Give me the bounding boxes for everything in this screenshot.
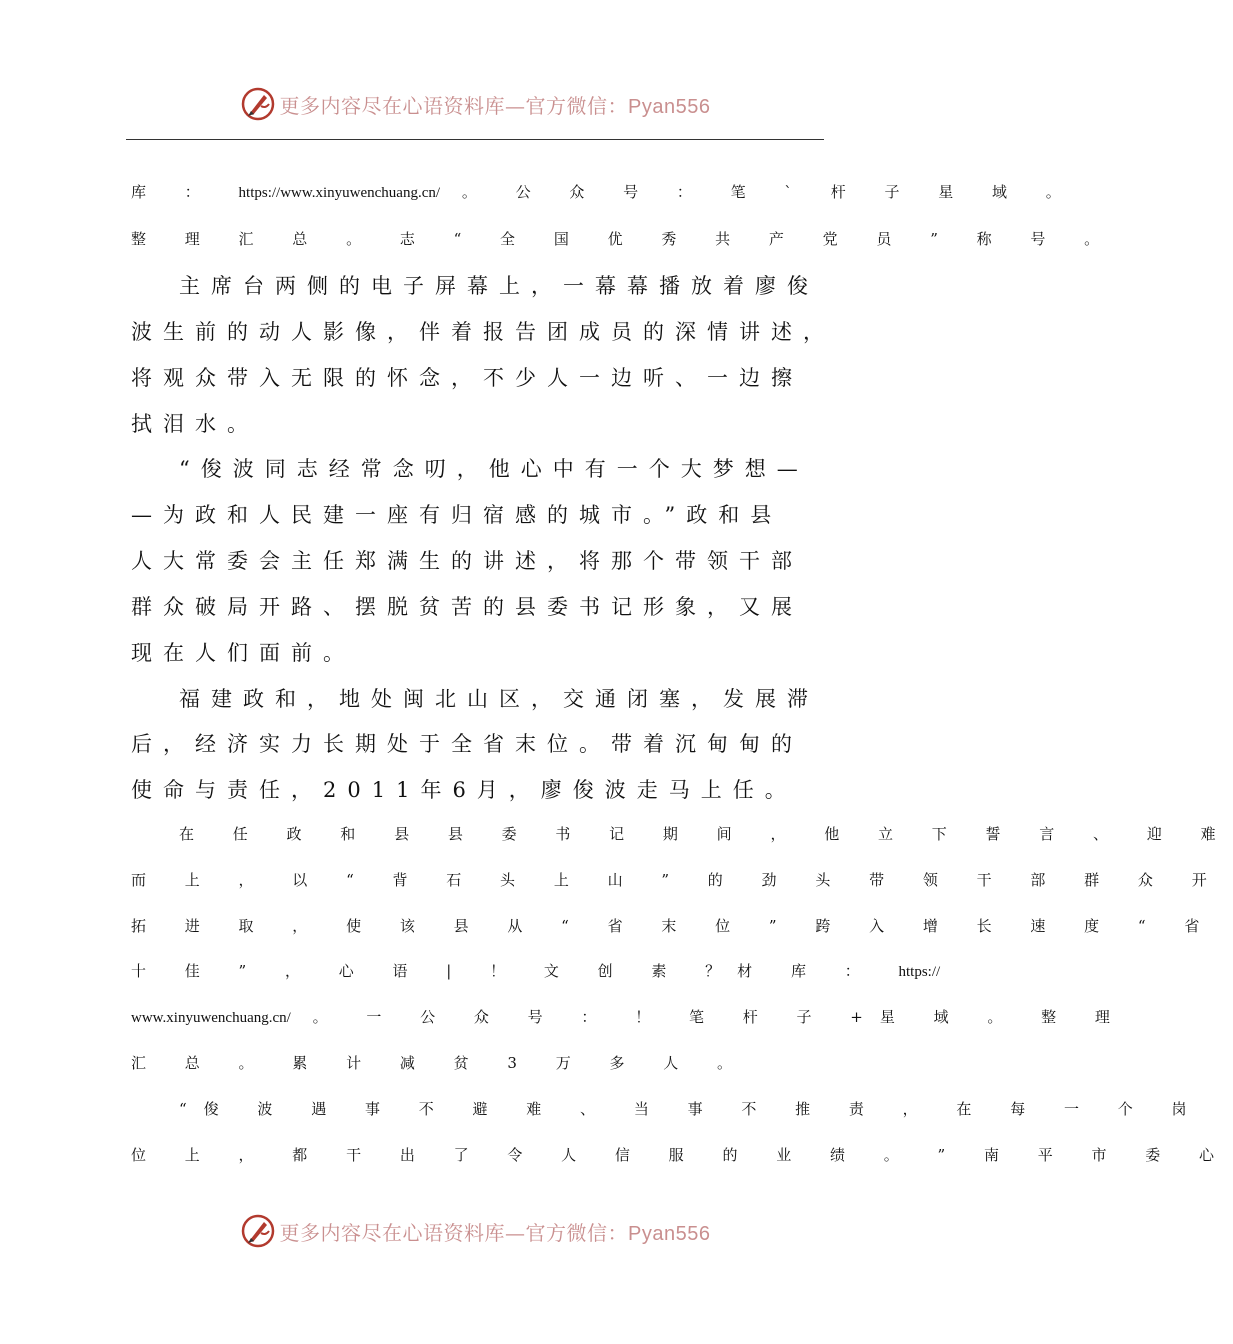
footer-banner: [0, 1209, 950, 1253]
paragraph-line: 而 上 ， 以 “ 背 石 头 上 山 ” 的 劲 头 带 领 干 部 群 众 开: [131, 871, 1224, 889]
paragraph-line: 福建政和，地处闽北山区，交通闭塞，发展滞: [179, 687, 819, 711]
banner-separator: —: [505, 1220, 526, 1245]
paragraph-line: 在 任 政 和 县 县 委 书 记 期 间 ， 他 立 下 誓 言 、 迎 难: [179, 825, 1233, 843]
header-banner: [0, 82, 950, 126]
paragraph-line: 波生前的动人影像，伴着报告团成员的深情讲述，: [131, 320, 835, 344]
paragraph-line: 将观众带入无限的怀念，不少人一边听、一边擦: [131, 366, 803, 390]
paragraph-line: “俊波同志经常念叨，他心中有一个大梦想—: [179, 457, 809, 481]
paragraph-line: 汇 总 。 累 计 减 贫 3 万 多 人 。: [131, 1054, 749, 1072]
text-line-with-url: 十 佳 ” ， 心 语 | ！ 文 创 素 ？材 库 ： https://: [131, 962, 941, 980]
banner-part2: 官方微信：: [525, 93, 629, 118]
banner-text: [280, 90, 711, 119]
banner-wechat-id: Pyan556: [628, 95, 711, 118]
paragraph-line: 拓 进 取 ， 使 该 县 从 “ 省 末 位 ” 跨 入 增 长 速 度 “ 省: [131, 917, 1217, 935]
paragraph-line: 主席台两侧的电子屏幕上，一幕幕播放着廖俊: [179, 274, 819, 298]
url-link[interactable]: https://www.xinyuwenchuang.cn/: [238, 185, 441, 201]
banner-wechat-id: Pyan556: [628, 1222, 711, 1245]
text-line-with-url: www.xinyuwenchuang.cn/ 。 一 公 众 号 ： ！ 笔 杆 子 +星 域 。 整 理: [131, 1008, 1127, 1026]
pen-logo-icon: [240, 86, 276, 122]
paragraph-line: 使命与责任，2011年6月，廖俊波走马上任。: [131, 778, 797, 802]
banner-part1: 更多内容尽在心语资料库: [279, 1220, 506, 1245]
banner-part2: 官方微信：: [525, 1220, 629, 1245]
pen-logo-icon: [240, 1213, 276, 1249]
banner-text: [280, 1217, 711, 1246]
header-rule: [126, 139, 824, 140]
banner-part1: 更多内容尽在心语资料库: [279, 93, 506, 118]
url-link[interactable]: www.xinyuwenchuang.cn/: [131, 1010, 291, 1026]
paragraph-line: 现在人们面前。: [131, 641, 355, 665]
text-line-2: 整 理 汇 总 。 志 “ 全 国 优 秀 共 产 党 员 ” 称 号 。: [131, 230, 1117, 248]
url-link[interactable]: https://: [898, 964, 941, 980]
paragraph-line: 后，经济实力长期处于全省末位。带着沉甸甸的: [131, 732, 803, 756]
paragraph-line: “俊 波 遇 事 不 避 难 、 当 事 不 推 责 ， 在 每 一 个 岗: [179, 1100, 1204, 1118]
paragraph-line: 位 上 ， 都 干 出 了 令 人 信 服 的 业 绩 。 ” 南 平 市 委 心: [131, 1146, 1232, 1164]
paragraph-line: 拭泪水。: [131, 412, 259, 436]
text-line-1: 库 ： https://www.xinyuwenchuang.cn/ 。 公 众 号 ： 笔 ` 杆 子 星 域 。: [131, 183, 1078, 201]
banner-separator: —: [505, 93, 526, 118]
paragraph-line: 人大常委会主任郑满生的讲述，将那个带领干部: [131, 549, 803, 573]
paragraph-line: —为政和人民建一座有归宿感的城市。”政和县: [131, 503, 783, 527]
paragraph-line: 群众破局开路、摆脱贫苦的县委书记形象，又展: [131, 595, 803, 619]
